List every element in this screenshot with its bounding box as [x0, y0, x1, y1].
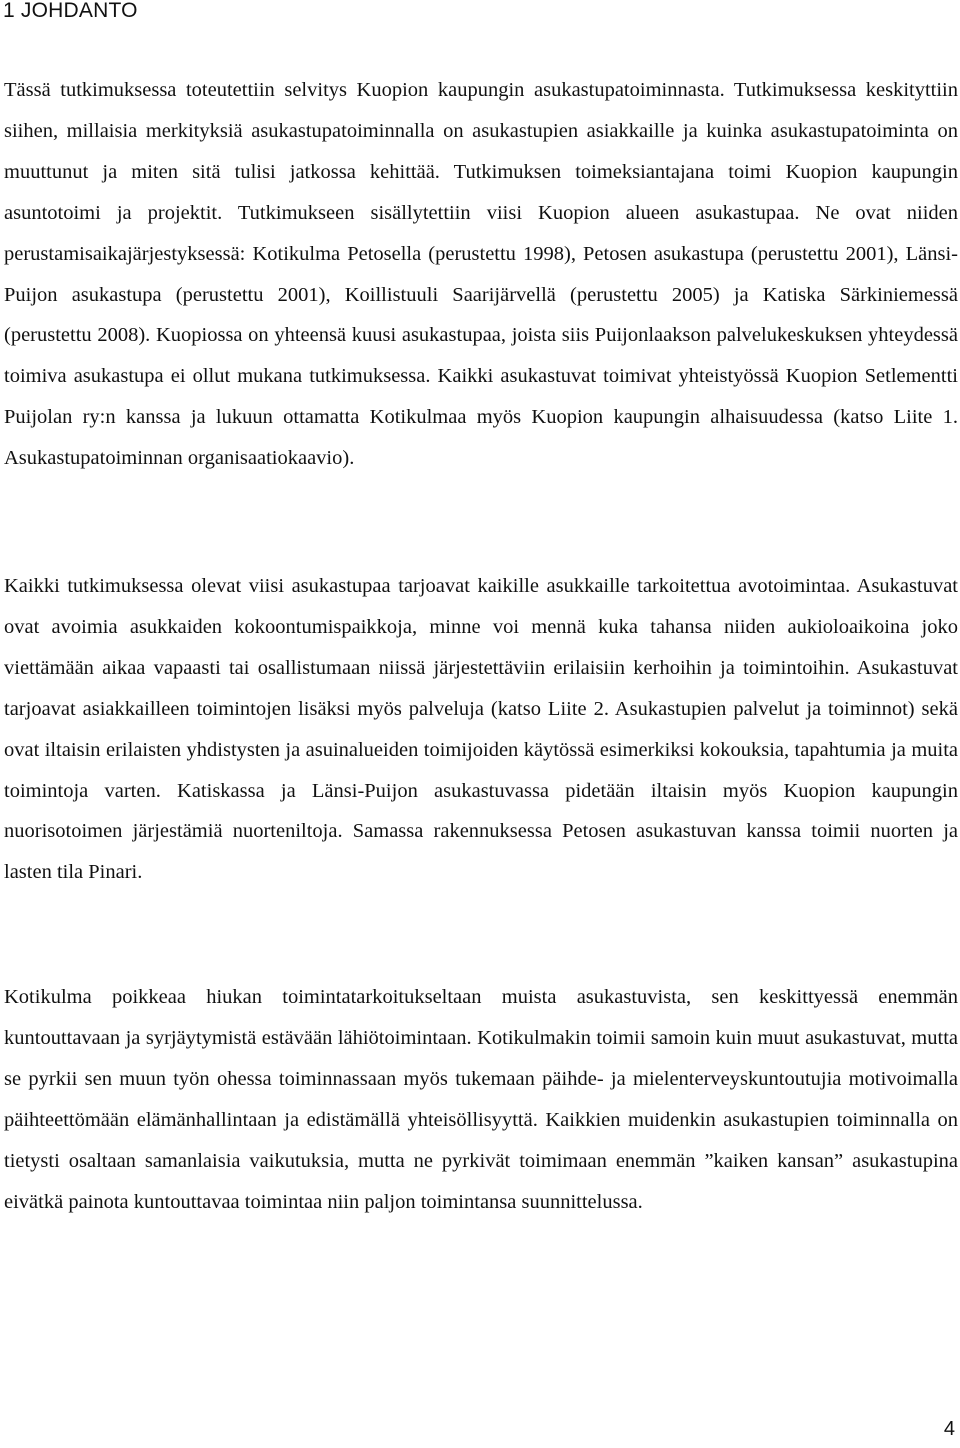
- page-number: 4: [943, 1418, 955, 1440]
- paragraph-kotikulma: Kotikulma poikkeaa hiukan toimintatarkoitukseltaan muista asukastuvista, sen keskittyessä enemmän kuntouttavaan ja syrjäytymistä estävään lähiötoimintaan. Kotikulmakin toimii samoin kuin muut asukastuvat, mutta se pyrkii sen muun työn ohessa toiminnassaan myös tukemaan päihde- ja mielenterveyskuntoutujia motivoimalla päihteettömään elämänhallintaan ja edistämällä yhteisöllisyyttä. Kaikkien muidenkin asukastupien toiminnalla on tietysti osaltaan samanlaisia vaikutuksia, mutta ne pyrkivät toimimaan enemmän ”kaiken kansan” asukastupina eivätkä painota kuntouttavaa toimintaa niin paljon toimintansa suunnittelussa.: [4, 986, 958, 1213]
- paragraph-intro: Tässä tutkimuksessa toteutettiin selvitys Kuopion kaupungin asukastupatoiminnasta. Tutkimuksessa keskityttiin siihen, millaisia merkityksiä asukastupatoiminnalla on asukastupien asiakkaille ja kuinka asukastupatoiminta on muuttunut ja miten sitä tulisi jatkossa kehittää. Tutkimuksen toimeksiantajana toimi Kuopion kaupungin asuntotoimi ja projektit. Tutkimukseen sisällytettiin viisi Kuopion alueen asukastupaa. Ne ovat niiden perustamisaikajärjestyksessä: Kotikulma Petosella (perustettu 1998), Petosen asukastupa (perustettu 2001), Länsi-Puijon asukastupa (perustettu 2001), Koillistuuli Saarijärvellä (perustettu 2005) ja Katiska Särkiniemessä (perustettu 2008). Kuopiossa on yhteensä kuusi asukastupaa, joista siis Puijonlaakson palvelukeskuksen yhteydessä toimiva asukastupa ei ollut mukana tutkimuksessa. Kaikki asukastuvat toimivat yhteistyössä Kuopion Setlementti Puijolan ry:n kanssa ja lukuun ottamatta Kotikulmaa myös Kuopion kaupungin alhaisuudessa (katso Liite 1. Asukastupatoiminnan organisaatiokaavio).: [4, 79, 958, 470]
- section-heading: 1 JOHDANTO: [3, 0, 138, 22]
- paragraph-activities: Kaikki tutkimuksessa olevat viisi asukastupaa tarjoavat kaikille asukkaille tarkoitettua avotoimintaa. Asukastuvat ovat avoimia asukkaiden kokoontumispaikkoja, minne voi mennä kuka tahansa niiden aukioloaikoina joko viettämään aikaa vapaasti tai osallistumaan niissä järjestettäviin erilaisiin kerhoihin ja toimintoihin. Asukastuvat tarjoavat asiakkailleen toimintojen lisäksi myös palveluja (katso Liite 2. Asukastupien palvelut ja toiminnot) sekä ovat iltaisin erilaisten yhdistysten ja asuinalueiden toimijoiden käytössä esimerkiksi kokouksia, tapahtumia ja muita toimintoja varten. Katiskassa ja Länsi-Puijon asukastuvassa pidetään iltaisin myös Kuopion kaupungin nuorisotoimen järjestämiä nuorteniltoja. Samassa rakennuksessa Petosen asukastuvan kanssa toimii nuorten ja lasten tila Pinari.: [4, 575, 958, 884]
